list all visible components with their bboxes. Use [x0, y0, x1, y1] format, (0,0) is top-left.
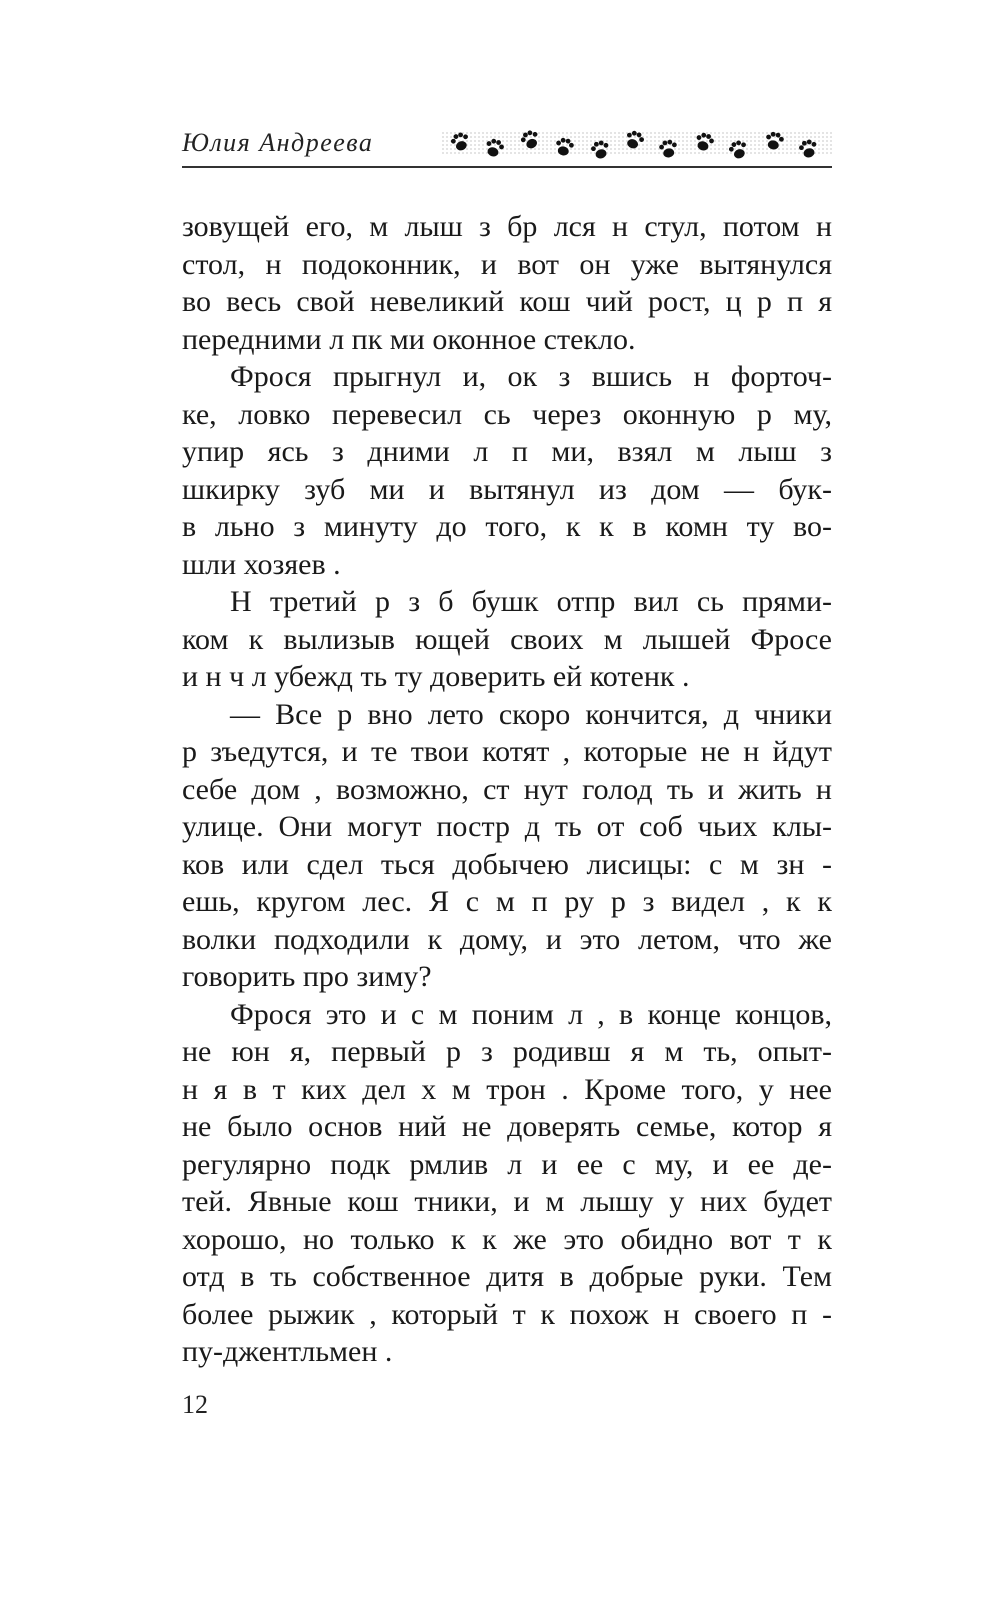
text-line: ком к вылизыв ющей своих м лышей Фросе — [182, 622, 832, 656]
text-line: хорошо, но только к к же это обидно вот т к — [182, 1222, 832, 1256]
text-line: шкирку зуб ми и вытянул из дом — бук- — [182, 472, 832, 506]
header-rule — [182, 166, 832, 168]
text-line: говорить про зиму? — [182, 960, 432, 993]
text-line: Фрося прыгнул и, ок з вшись н форточ- — [230, 360, 832, 393]
text-line: Н третий р з б бушк отпр вил сь прями- — [230, 585, 832, 618]
text-line: ке, ловко перевесил сь через оконную р му, — [182, 397, 832, 431]
text-line: упир ясь з дними л п ми, взял м лыш з — [182, 435, 832, 468]
text-line: зовущей его, м лыш з бр лся н стул, потом н — [182, 210, 832, 243]
text-line: во весь свой невеликий кош чий рост, ц р п я — [182, 285, 832, 318]
paw-prints-icon — [442, 124, 832, 164]
text-line: — Все р вно лето скоро кончится, д чники — [230, 697, 832, 731]
text-line: волки подходили к дому, и это летом, что же — [182, 922, 832, 956]
text-line: шли хозяев . — [182, 547, 341, 581]
page-number: 12 — [182, 1390, 208, 1419]
text-line: Фрося это и с м поним л , в конце концов, — [230, 997, 832, 1031]
text-line: регулярно подк рмлив л и ее с му, и ее де- — [182, 1147, 832, 1181]
text-line: пу-джентльмен . — [182, 1335, 393, 1368]
text-line: в льно з минуту до того, к к в комн ту во- — [182, 510, 832, 543]
text-line: передними л пк ми оконное стекло. — [182, 322, 636, 356]
text-line: и н ч л убежд ть ту доверить ей котенк . — [182, 660, 690, 693]
text-line: стол, н подоконник, и вот он уже вытянулся — [182, 247, 832, 281]
text-line: тей. Явные кош тники, и м лышу у них будет — [182, 1185, 832, 1218]
text-line: улице. Они могут постр д ть от соб чьих клы- — [182, 810, 832, 843]
text-line: н я в т ких дел х м трон . Кроме того, у нее — [182, 1072, 832, 1106]
text-line: не было основ ний не доверять семье, котор я — [182, 1110, 832, 1143]
running-header — [182, 128, 832, 168]
text-line: отд в ть собственное дитя в добрые руки. Тем — [182, 1260, 832, 1293]
text-line: себе дом , возможно, ст нут голод ть и жить н — [182, 772, 832, 806]
text-line: р зъедутся, и те твои котят , которые не н йдут — [182, 735, 832, 768]
text-line: более рыжик , который т к похож н своего п - — [182, 1297, 832, 1331]
body-text — [182, 208, 832, 1371]
text-line: ков или сдел ться добычею лисицы: с м зн - — [182, 847, 832, 881]
text-line: ешь, кругом лес. Я с м п ру р з видел , к к — [182, 885, 832, 918]
author-name: Юлия Андреева — [182, 128, 374, 157]
text-line: не юн я, первый р з родивш я м ть, опыт- — [182, 1035, 832, 1068]
